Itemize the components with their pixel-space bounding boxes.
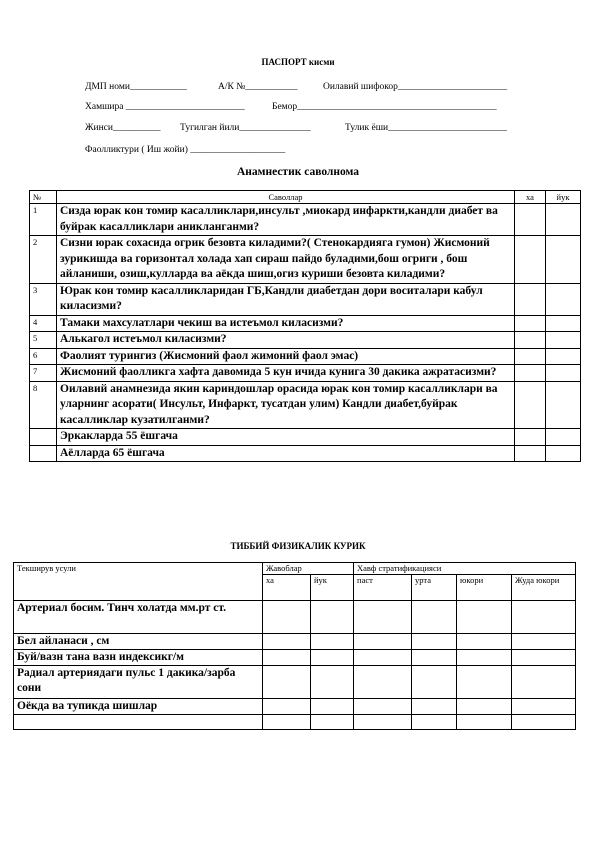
- question-text: Аёлларда 65 ёшгача: [57, 445, 515, 462]
- yes-cell[interactable]: [263, 715, 311, 730]
- yes-cell[interactable]: [515, 236, 546, 284]
- question-text: Сизда юрак кон томир касалликлари,инсульт ,миокард инфаркти,кандли диабет ва буйрак касалликлари аникланганми?: [57, 204, 515, 236]
- question-text: Фаолият турингиз (Жисмоний фаол жимоний фаол эмас): [57, 348, 515, 365]
- sex-field[interactable]: Жинси__________: [85, 123, 161, 133]
- table-row: [14, 699, 576, 715]
- yes-cell[interactable]: [515, 445, 546, 462]
- method-text: Оёкда ва тупикда шишлар: [14, 699, 263, 715]
- very-high-cell[interactable]: [512, 699, 576, 715]
- yes-cell[interactable]: [515, 332, 546, 349]
- low-cell[interactable]: [354, 699, 412, 715]
- question-text: Алькагол истеъмол киласизми?: [57, 332, 515, 349]
- no-cell[interactable]: [546, 283, 581, 315]
- col-answers-header: Жавоблар: [263, 563, 354, 575]
- table-row: [30, 429, 581, 446]
- very-high-cell[interactable]: [512, 715, 576, 730]
- col-risk-header: Хавф стратификацияси: [354, 563, 576, 575]
- high-cell[interactable]: [457, 666, 512, 699]
- col-no-header: йук: [546, 191, 581, 204]
- yes-cell[interactable]: [515, 204, 546, 236]
- no-cell[interactable]: [311, 601, 354, 634]
- birth-year-field[interactable]: Тугилган йили_______________: [180, 123, 311, 133]
- physical-exam-title: ТИББИЙ ФИЗИКАЛИК КУРИК: [230, 541, 366, 551]
- table-row: [30, 204, 581, 236]
- mid-cell[interactable]: [412, 650, 457, 666]
- col-number-header: №: [30, 191, 57, 204]
- very-high-cell[interactable]: [512, 650, 576, 666]
- table-row: [30, 315, 581, 332]
- no-cell[interactable]: [311, 715, 354, 730]
- table-row: [14, 601, 576, 634]
- very-high-cell[interactable]: [512, 666, 576, 699]
- patient-field[interactable]: Бемор__________________________________________: [272, 102, 497, 112]
- no-cell[interactable]: [311, 650, 354, 666]
- passport-title: ПАСПОРТ кисми: [261, 57, 335, 67]
- very-high-cell[interactable]: [512, 601, 576, 634]
- row-number: 2: [30, 236, 57, 284]
- no-cell[interactable]: [311, 666, 354, 699]
- yes-cell[interactable]: [263, 601, 311, 634]
- physical-exam-table: [13, 562, 576, 730]
- table-row: [14, 666, 576, 699]
- mid-cell[interactable]: [412, 699, 457, 715]
- no-cell[interactable]: [546, 381, 581, 429]
- row-number: 7: [30, 365, 57, 382]
- ak-number-field[interactable]: А/К №___________: [218, 82, 298, 92]
- col-yes-header: ха: [515, 191, 546, 204]
- yes-cell[interactable]: [263, 650, 311, 666]
- yes-cell[interactable]: [515, 429, 546, 446]
- no-cell[interactable]: [311, 634, 354, 650]
- full-age-field[interactable]: Тулик ёши_________________________: [345, 123, 507, 133]
- no-cell[interactable]: [546, 204, 581, 236]
- col-method-header: Текширув усули: [14, 563, 263, 601]
- row-number: 6: [30, 348, 57, 365]
- method-text: Буй/вазн тана вазн индексикг/м: [14, 650, 263, 666]
- table-row: [14, 715, 576, 730]
- yes-cell[interactable]: [263, 634, 311, 650]
- yes-cell[interactable]: [515, 348, 546, 365]
- row-number: 3: [30, 283, 57, 315]
- no-cell[interactable]: [546, 315, 581, 332]
- yes-cell[interactable]: [515, 365, 546, 382]
- very-high-cell[interactable]: [512, 634, 576, 650]
- table-row: [30, 381, 581, 429]
- no-cell[interactable]: [546, 332, 581, 349]
- high-cell[interactable]: [457, 650, 512, 666]
- high-cell[interactable]: [457, 699, 512, 715]
- question-text: Юрак кон томир касалликларидан ГБ,Кандли диабетдан дори воситалари кабул киласизми?: [57, 283, 515, 315]
- row-number: 4: [30, 315, 57, 332]
- col-high-header: юкори: [457, 575, 512, 601]
- no-cell[interactable]: [546, 236, 581, 284]
- question-text: Сизни юрак сохасида огрик безовта киладими?( Стенокардияга гумон) Жисмоний зурикишда ва горизонтал холада хап сираш пайдо буладими,бош огриги , бош айланиши, озиш,кулларда ва аёкда шиш,огиз куриши безовта киладими?: [57, 236, 515, 284]
- questionnaire-table: [29, 190, 581, 462]
- low-cell[interactable]: [354, 666, 412, 699]
- high-cell[interactable]: [457, 715, 512, 730]
- yes-cell[interactable]: [515, 283, 546, 315]
- table-row: [30, 445, 581, 462]
- low-cell[interactable]: [354, 650, 412, 666]
- row-number: 5: [30, 332, 57, 349]
- col-mid-header: урта: [412, 575, 457, 601]
- yes-cell[interactable]: [263, 699, 311, 715]
- yes-cell[interactable]: [263, 666, 311, 699]
- table-row: [30, 348, 581, 365]
- col-yes-header: ха: [263, 575, 311, 601]
- high-cell[interactable]: [457, 601, 512, 634]
- table-row: [30, 236, 581, 284]
- table-row: [30, 365, 581, 382]
- low-cell[interactable]: [354, 634, 412, 650]
- mid-cell[interactable]: [412, 715, 457, 730]
- no-cell[interactable]: [546, 348, 581, 365]
- method-text: Радиал артериядаги пульс 1 дакика/зарба сони: [14, 666, 263, 699]
- yes-cell[interactable]: [515, 315, 546, 332]
- activity-type-field[interactable]: Фаолликтури ( Иш жойи) ____________________: [85, 145, 286, 155]
- no-cell[interactable]: [546, 365, 581, 382]
- row-number: [30, 445, 57, 462]
- row-number: 1: [30, 204, 57, 236]
- low-cell[interactable]: [354, 601, 412, 634]
- high-cell[interactable]: [457, 634, 512, 650]
- method-text: Артериал босим. Тинч холатда мм.рт ст.: [14, 601, 263, 634]
- table-row: [14, 650, 576, 666]
- yes-cell[interactable]: [515, 381, 546, 429]
- method-text: Бел айланаси , см: [14, 634, 263, 650]
- table-row: [30, 283, 581, 315]
- dmp-name-field[interactable]: ДМП номи____________: [85, 82, 187, 92]
- low-cell[interactable]: [354, 715, 412, 730]
- physical-header-row: [14, 563, 576, 575]
- row-number: [30, 429, 57, 446]
- nurse-field[interactable]: Хамшира _________________________: [85, 102, 245, 112]
- question-text: Эркакларда 55 ёшгача: [57, 429, 515, 446]
- mid-cell[interactable]: [412, 666, 457, 699]
- table-row: [14, 634, 576, 650]
- family-doctor-field[interactable]: Оилавий шифокор_______________________: [323, 82, 508, 92]
- no-cell[interactable]: [311, 699, 354, 715]
- col-no-header: йук: [311, 575, 354, 601]
- table-row: [30, 332, 581, 349]
- question-text: Оилавий анамнезида якин кариндошлар орасида юрак кон томир касалликлари ва уларнинг асорати( Инсульт, Инфаркт, тусатдан улим) Кандли диабет,буйрак касалликлар кузатилганми?: [57, 381, 515, 429]
- questionnaire-title: Анамнестик саволнома: [236, 166, 360, 178]
- mid-cell[interactable]: [412, 634, 457, 650]
- col-low-header: паст: [354, 575, 412, 601]
- question-text: Тамаки махсулатлари чекиш ва истеъмол киласизми?: [57, 315, 515, 332]
- row-number: 8: [30, 381, 57, 429]
- col-questions-header: Саволлар: [57, 191, 515, 204]
- method-text: [14, 715, 263, 730]
- questionnaire-header-row: [30, 191, 581, 204]
- no-cell[interactable]: [546, 445, 581, 462]
- mid-cell[interactable]: [412, 601, 457, 634]
- no-cell[interactable]: [546, 429, 581, 446]
- question-text: Жисмоний фаолликга хафта давомида 5 кун ичида кунига 30 дакика ажратасизми?: [57, 365, 515, 382]
- col-very-high-header: Жуда юкори: [512, 575, 576, 601]
